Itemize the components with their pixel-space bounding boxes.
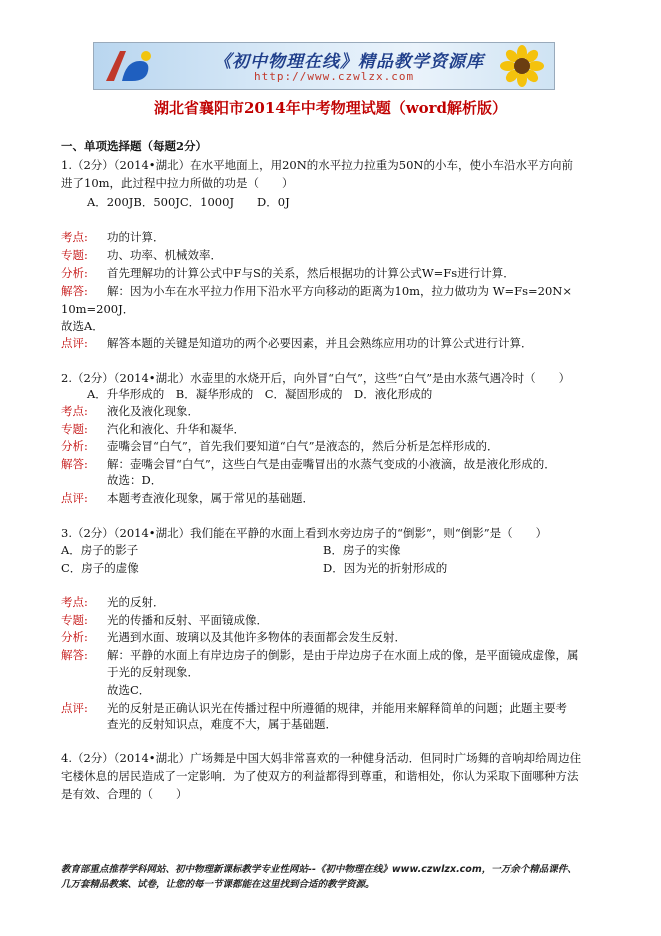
- q2-zhuanti-text: 汽化和液化、升华和凝华．: [107, 422, 245, 436]
- q3-fenxi-text: 光遇到水面、玻璃以及其他许多物体的表面都会发生反射．: [107, 630, 406, 644]
- q3-zhuanti-text: 光的传播和反射、平面镜成像．: [107, 613, 268, 627]
- q2-kaodian-text: 液化及液化现象．: [107, 404, 199, 418]
- q3-dianping-text1: 光的反射是正确认识光在传播过程中所遵循的规律，并能用来解释简单的问题；此题主要考: [107, 701, 567, 715]
- zhuanti-label: 专题:: [61, 422, 88, 436]
- q1-stem-line1: 1.（2分）（2014•湖北）在水平地面上，用20N的水平拉力拉重为50N的小车，使小车沿水平方向前: [61, 158, 573, 172]
- q1-fenxi: [61, 265, 515, 281]
- fenxi-label: 分析:: [61, 630, 88, 644]
- section-heading: 一、单项选择题（每题2分）: [61, 139, 208, 153]
- q1-options: A．200JB．500JC．1000J D．0J: [87, 195, 290, 209]
- q3-kaodian-text: 光的反射．: [107, 595, 165, 609]
- q3-dianping: [61, 700, 567, 716]
- q1-kaodian-text: 功的计算．: [107, 230, 165, 244]
- q3-fenxi: [61, 629, 406, 645]
- q3-zhuanti: [61, 612, 268, 628]
- q3-kaodian: [61, 594, 165, 610]
- footer-line1: 教育部重点推荐学科网站、初中物理新课标教学专业性网站--《初中物理在线》www.czwlzx.com，一万余个精品课件、: [61, 864, 577, 875]
- kaodian-label: 考点:: [61, 404, 88, 418]
- q2-stem: 2.（2分）（2014•湖北）水壶里的水烧开后，向外冒“白气”，这些“白气”是由水蒸气遇冷时（ ）: [61, 371, 571, 385]
- q1-fenxi-text: 首先理解功的计算公式中F与S的关系，然后根据功的计算公式W=Fs进行计算．: [107, 266, 515, 280]
- q3-option-d: D．因为光的折射形成的: [323, 561, 448, 575]
- q1-jieda-line2: 10m=200J．: [61, 302, 135, 316]
- dianping-label: 点评:: [61, 336, 88, 350]
- document-title: 湖北省襄阳市2014年中考物理试题（word解析版）: [153, 99, 508, 117]
- banner-url[interactable]: http://www.czwlzx.com: [254, 70, 415, 83]
- q2-jieda-line2: 故选：D．: [107, 473, 163, 487]
- q1-jieda-text1: 解：因为小车在水平拉力作用下沿水平方向移动的距离为10m，拉力做功为 W=Fs=20N×: [107, 284, 572, 298]
- q3-dianping-line2: 查光的反射知识点，难度不大，属于基础题．: [107, 717, 337, 731]
- q3-stem: 3.（2分）（2014•湖北）我们能在平静的水面上看到水旁边房子的“倒影”，则“倒影”是（ ）: [61, 526, 548, 540]
- q2-zhuanti: [61, 421, 245, 437]
- q4-stem-line3: 是有效、合理的（ ）: [61, 787, 188, 801]
- q3-jieda-line2: 于光的反射现象．: [107, 665, 199, 679]
- zhuanti-label: 专题:: [61, 248, 88, 262]
- q3-jieda-text1: 解：平静的水面上有岸边房子的倒影，是由于岸边房子在水面上成的像，是平面镜成虚像，属: [107, 648, 579, 662]
- q1-zhuanti: [61, 247, 222, 263]
- q3-option-c: C．房子的虚像: [61, 561, 139, 575]
- site-logo-icon: [100, 47, 160, 85]
- q1-dianping: [61, 335, 533, 351]
- q1-jieda-line3: 故选A．: [61, 319, 104, 333]
- q1-kaodian: [61, 229, 165, 245]
- dianping-label: 点评:: [61, 491, 88, 505]
- q2-jieda: [61, 456, 556, 472]
- header-banner: [93, 42, 555, 90]
- q1-zhuanti-text: 功、功率、机械效率．: [107, 248, 222, 262]
- q3-option-b: B．房子的实像: [323, 543, 401, 557]
- sunflower-icon: [494, 45, 550, 87]
- q3-option-a: A．房子的影子: [61, 543, 139, 557]
- page-footer: [61, 862, 621, 892]
- kaodian-label: 考点:: [61, 595, 88, 609]
- q2-fenxi-text: 壶嘴会冒“白气”，首先我们要知道“白气”是液态的，然后分析是怎样形成的．: [107, 439, 499, 453]
- banner-title: 《初中物理在线》精品教学资源库: [214, 52, 484, 72]
- kaodian-label: 考点:: [61, 230, 88, 244]
- jieda-label: 解答:: [61, 457, 88, 471]
- q1-jieda: [61, 283, 572, 299]
- q2-dianping-text: 本题考查液化现象，属于常见的基础题．: [107, 491, 314, 505]
- jieda-label: 解答:: [61, 648, 88, 662]
- q1-dianping-text: 解答本题的关键是知道功的两个必要因素，并且会熟练应用功的计算公式进行计算．: [107, 336, 533, 350]
- q3-jieda-line3: 故选C．: [107, 683, 151, 697]
- fenxi-label: 分析:: [61, 266, 88, 280]
- jieda-label: 解答:: [61, 284, 88, 298]
- q2-options: A．升华形成的 B．凝华形成的 C．凝固形成的 D．液化形成的: [87, 387, 433, 401]
- q2-dianping: [61, 490, 314, 506]
- q2-kaodian: [61, 403, 199, 419]
- q2-fenxi: [61, 438, 499, 454]
- q3-jieda: [61, 647, 579, 663]
- footer-line2: 几万套精品教案、试卷，让您的每一节课都能在这里找到合适的教学资源。: [61, 879, 375, 890]
- q4-stem-line2: 宅楼休息的居民造成了一定影响．为了使双方的利益都得到尊重，和谐相处，你认为采取下面哪种方法: [61, 769, 579, 783]
- q2-jieda-text1: 解：壶嘴会冒“白气”，这些白气是由壶嘴冒出的水蒸气变成的小液滴，故是液化形成的．: [107, 457, 556, 471]
- zhuanti-label: 专题:: [61, 613, 88, 627]
- fenxi-label: 分析:: [61, 439, 88, 453]
- dianping-label: 点评:: [61, 701, 88, 715]
- q4-stem-line1: 4.（2分）（2014•湖北）广场舞是中国大妈非常喜欢的一种健身活动．但同时广场舞的音响却给周边住: [61, 751, 582, 765]
- q1-stem-line2: 进了10m，此过程中拉力所做的功是（ ）: [61, 176, 294, 190]
